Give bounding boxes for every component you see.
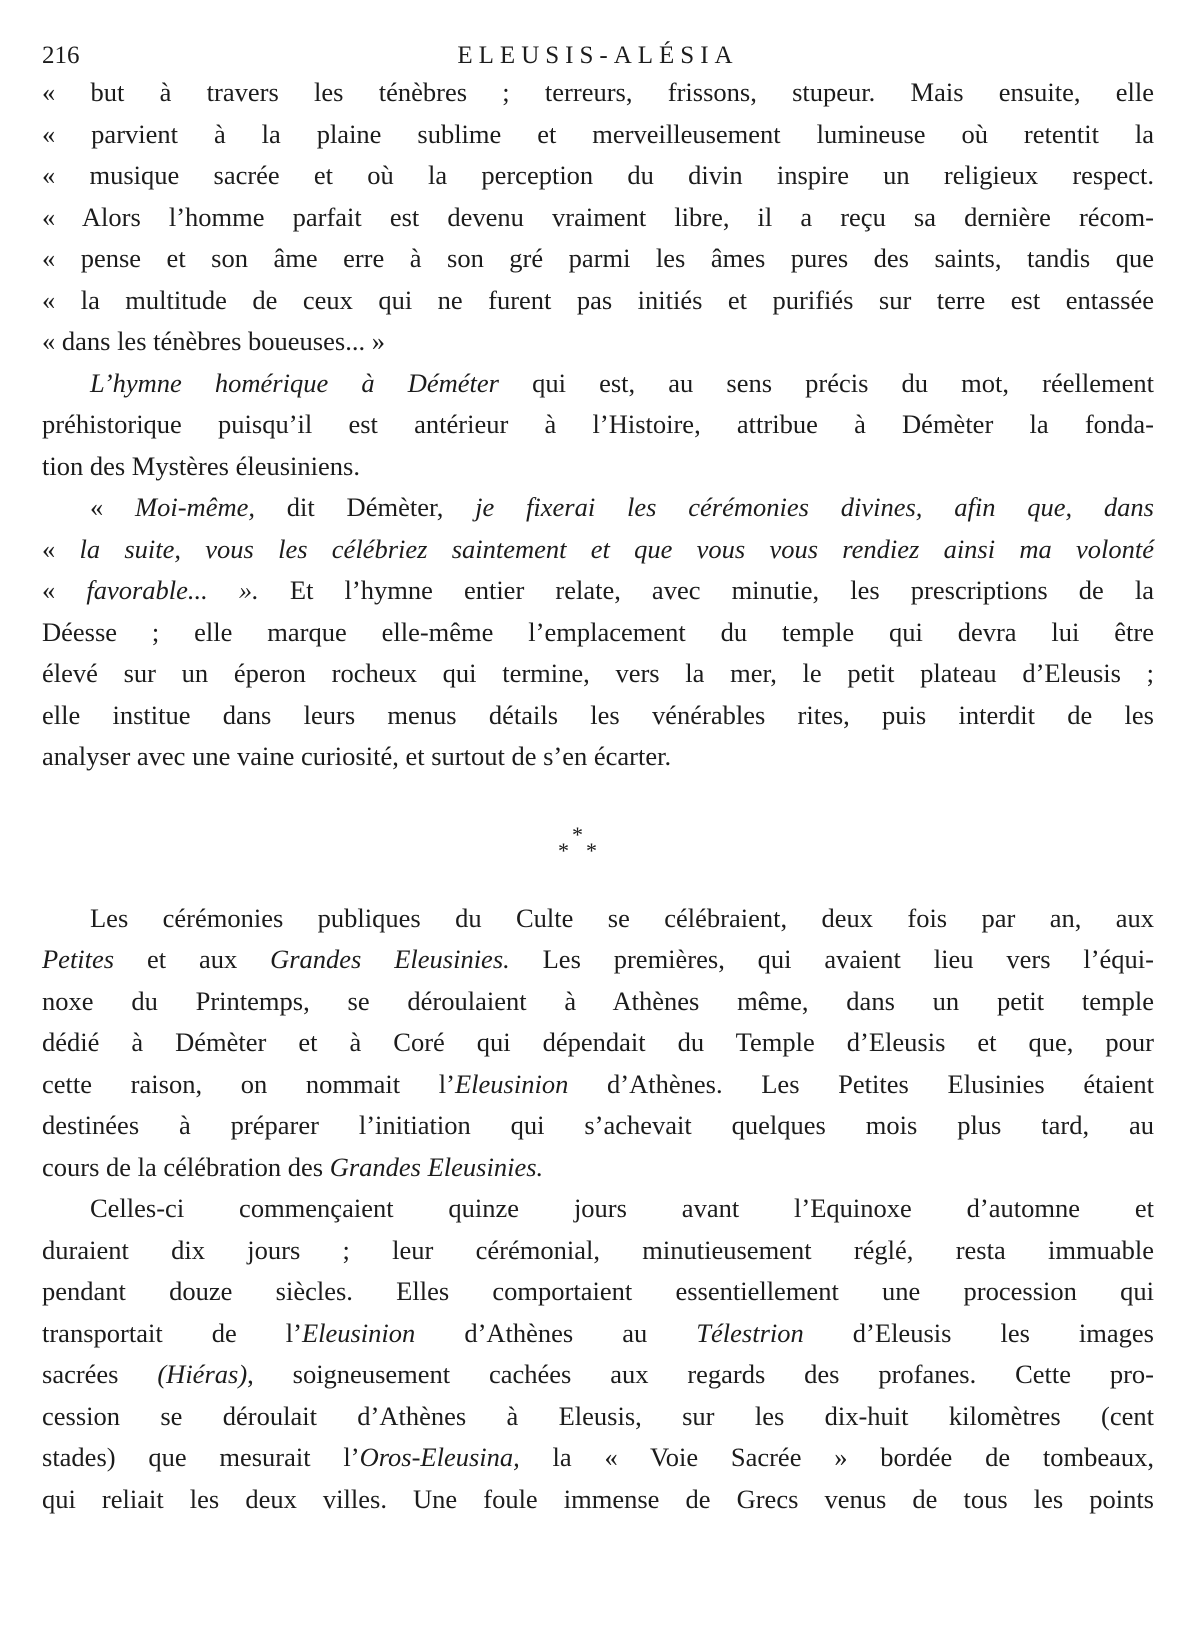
text-line: « Alors l’homme parfait est devenu vraiment libre, il a reçu sa dernière récom-	[42, 201, 1154, 232]
text-line: analyser avec une vaine curiosité, et surtout de s’en écarter.	[42, 741, 672, 771]
text-line: sacrées (Hiéras), soigneusement cachées aux regards des profanes. Cette pro-	[42, 1359, 1154, 1389]
quotation-paragraph	[42, 72, 1154, 363]
text-line: L’hymne homérique à Déméter qui est, au sens précis du mot, réellement	[90, 367, 1154, 398]
text-line: transportait de l’Eleusinion d’Athènes au Télestrion d’Eleusis les images	[42, 1317, 1154, 1348]
text-line: dédié à Démèter et à Coré qui dépendait du Temple d’Eleusis et que, pour	[42, 1027, 1154, 1057]
text-line: « dans les ténèbres boueuses... »	[42, 326, 385, 356]
italic-title: L’hymne homérique à Déméter	[90, 367, 499, 398]
demeter-quote-paragraph	[42, 487, 1154, 778]
text-line: « pense et son âme erre à son gré parmi les âmes pures des saints, tandis que	[42, 243, 1154, 273]
ceremonies-paragraph	[42, 898, 1154, 1189]
text-line: « la suite, vous les célébriez saintement et que vous vous rendiez ainsi ma volonté	[42, 533, 1154, 564]
text-line: « parvient à la plaine sublime et merveilleusement lumineuse où retentit la	[42, 118, 1154, 149]
text-line: « musique sacrée et où la perception du divin inspire un religieux respect.	[42, 160, 1154, 190]
text-line: pendant douze siècles. Elles comportaient essentiellement une procession qui	[42, 1276, 1154, 1306]
text-line: qui reliait les deux villes. Une foule immense de Grecs venus de tous les points	[42, 1483, 1154, 1514]
text-line: elle institue dans leurs menus détails les vénérables rites, puis interdit de les	[42, 699, 1154, 730]
text-line: Les cérémonies publiques du Culte se célébraient, deux fois par an, aux	[90, 902, 1154, 933]
text-line: « la multitude de ceux qui ne furent pas initiés et purifiés sur terre est entassée	[42, 284, 1154, 315]
running-title: ELEUSIS-ALÉSIA	[457, 42, 739, 69]
procession-paragraph	[42, 1188, 1154, 1520]
text-line: destinées à préparer l’initiation qui s’achevait quelques mois plus tard, au	[42, 1110, 1154, 1140]
asterism-star: *	[586, 837, 597, 863]
text-line: Petites et aux Grandes Eleusinies. Les premières, qui avaient lieu vers l’équi-	[42, 944, 1154, 974]
text-line: « favorable... ». Et l’hymne entier relate, avec minutie, les prescriptions de la	[42, 575, 1155, 605]
text-line: Celles-ci commençaient quinze jours avant l’Equinoxe d’automne et	[90, 1193, 1154, 1223]
text-line: stades) que mesurait l’Oros-Eleusina, la « Voie Sacrée » bordée de tombeaux,	[42, 1442, 1154, 1472]
text-line: « but à travers les ténèbres ; terreurs, frissons, stupeur. Mais ensuite, elle	[42, 77, 1154, 107]
asterism-star: *	[572, 821, 583, 847]
text-line: élevé sur un éperon rocheux qui termine, vers la mer, le petit plateau d’Eleusis ;	[42, 658, 1154, 688]
text-line: duraient dix jours ; leur cérémonial, minutieusement réglé, resta immuable	[42, 1234, 1154, 1265]
asterism-star: *	[558, 837, 569, 863]
asterism-divider	[42, 778, 1154, 898]
text-line: Déesse ; elle marque elle-même l’emplacement du temple qui devra lui être	[42, 616, 1154, 647]
page-header	[42, 36, 1154, 76]
book-page	[42, 36, 1154, 1520]
text-line: noxe du Printemps, se déroulaient à Athènes même, dans un petit temple	[42, 985, 1154, 1016]
text-line: tion des Mystères éleusiniens.	[42, 450, 360, 481]
text-line: cession se déroulait d’Athènes à Eleusis, sur les dix-huit kilomètres (cent	[42, 1400, 1154, 1431]
text-line: cours de la célébration des Grandes Eleusinies.	[42, 1151, 544, 1182]
text-line: « Moi-même, dit Démèter, je fixerai les cérémonies divines, afin que, dans	[90, 492, 1154, 522]
page-number: 216	[42, 42, 80, 69]
text-line: préhistorique puisqu’il est antérieur à l’Histoire, attribue à Démèter la fonda-	[42, 409, 1154, 439]
text-line: cette raison, on nommait l’Eleusinion d’Athènes. Les Petites Elusinies étaient	[42, 1068, 1154, 1099]
hymn-paragraph	[42, 363, 1154, 488]
